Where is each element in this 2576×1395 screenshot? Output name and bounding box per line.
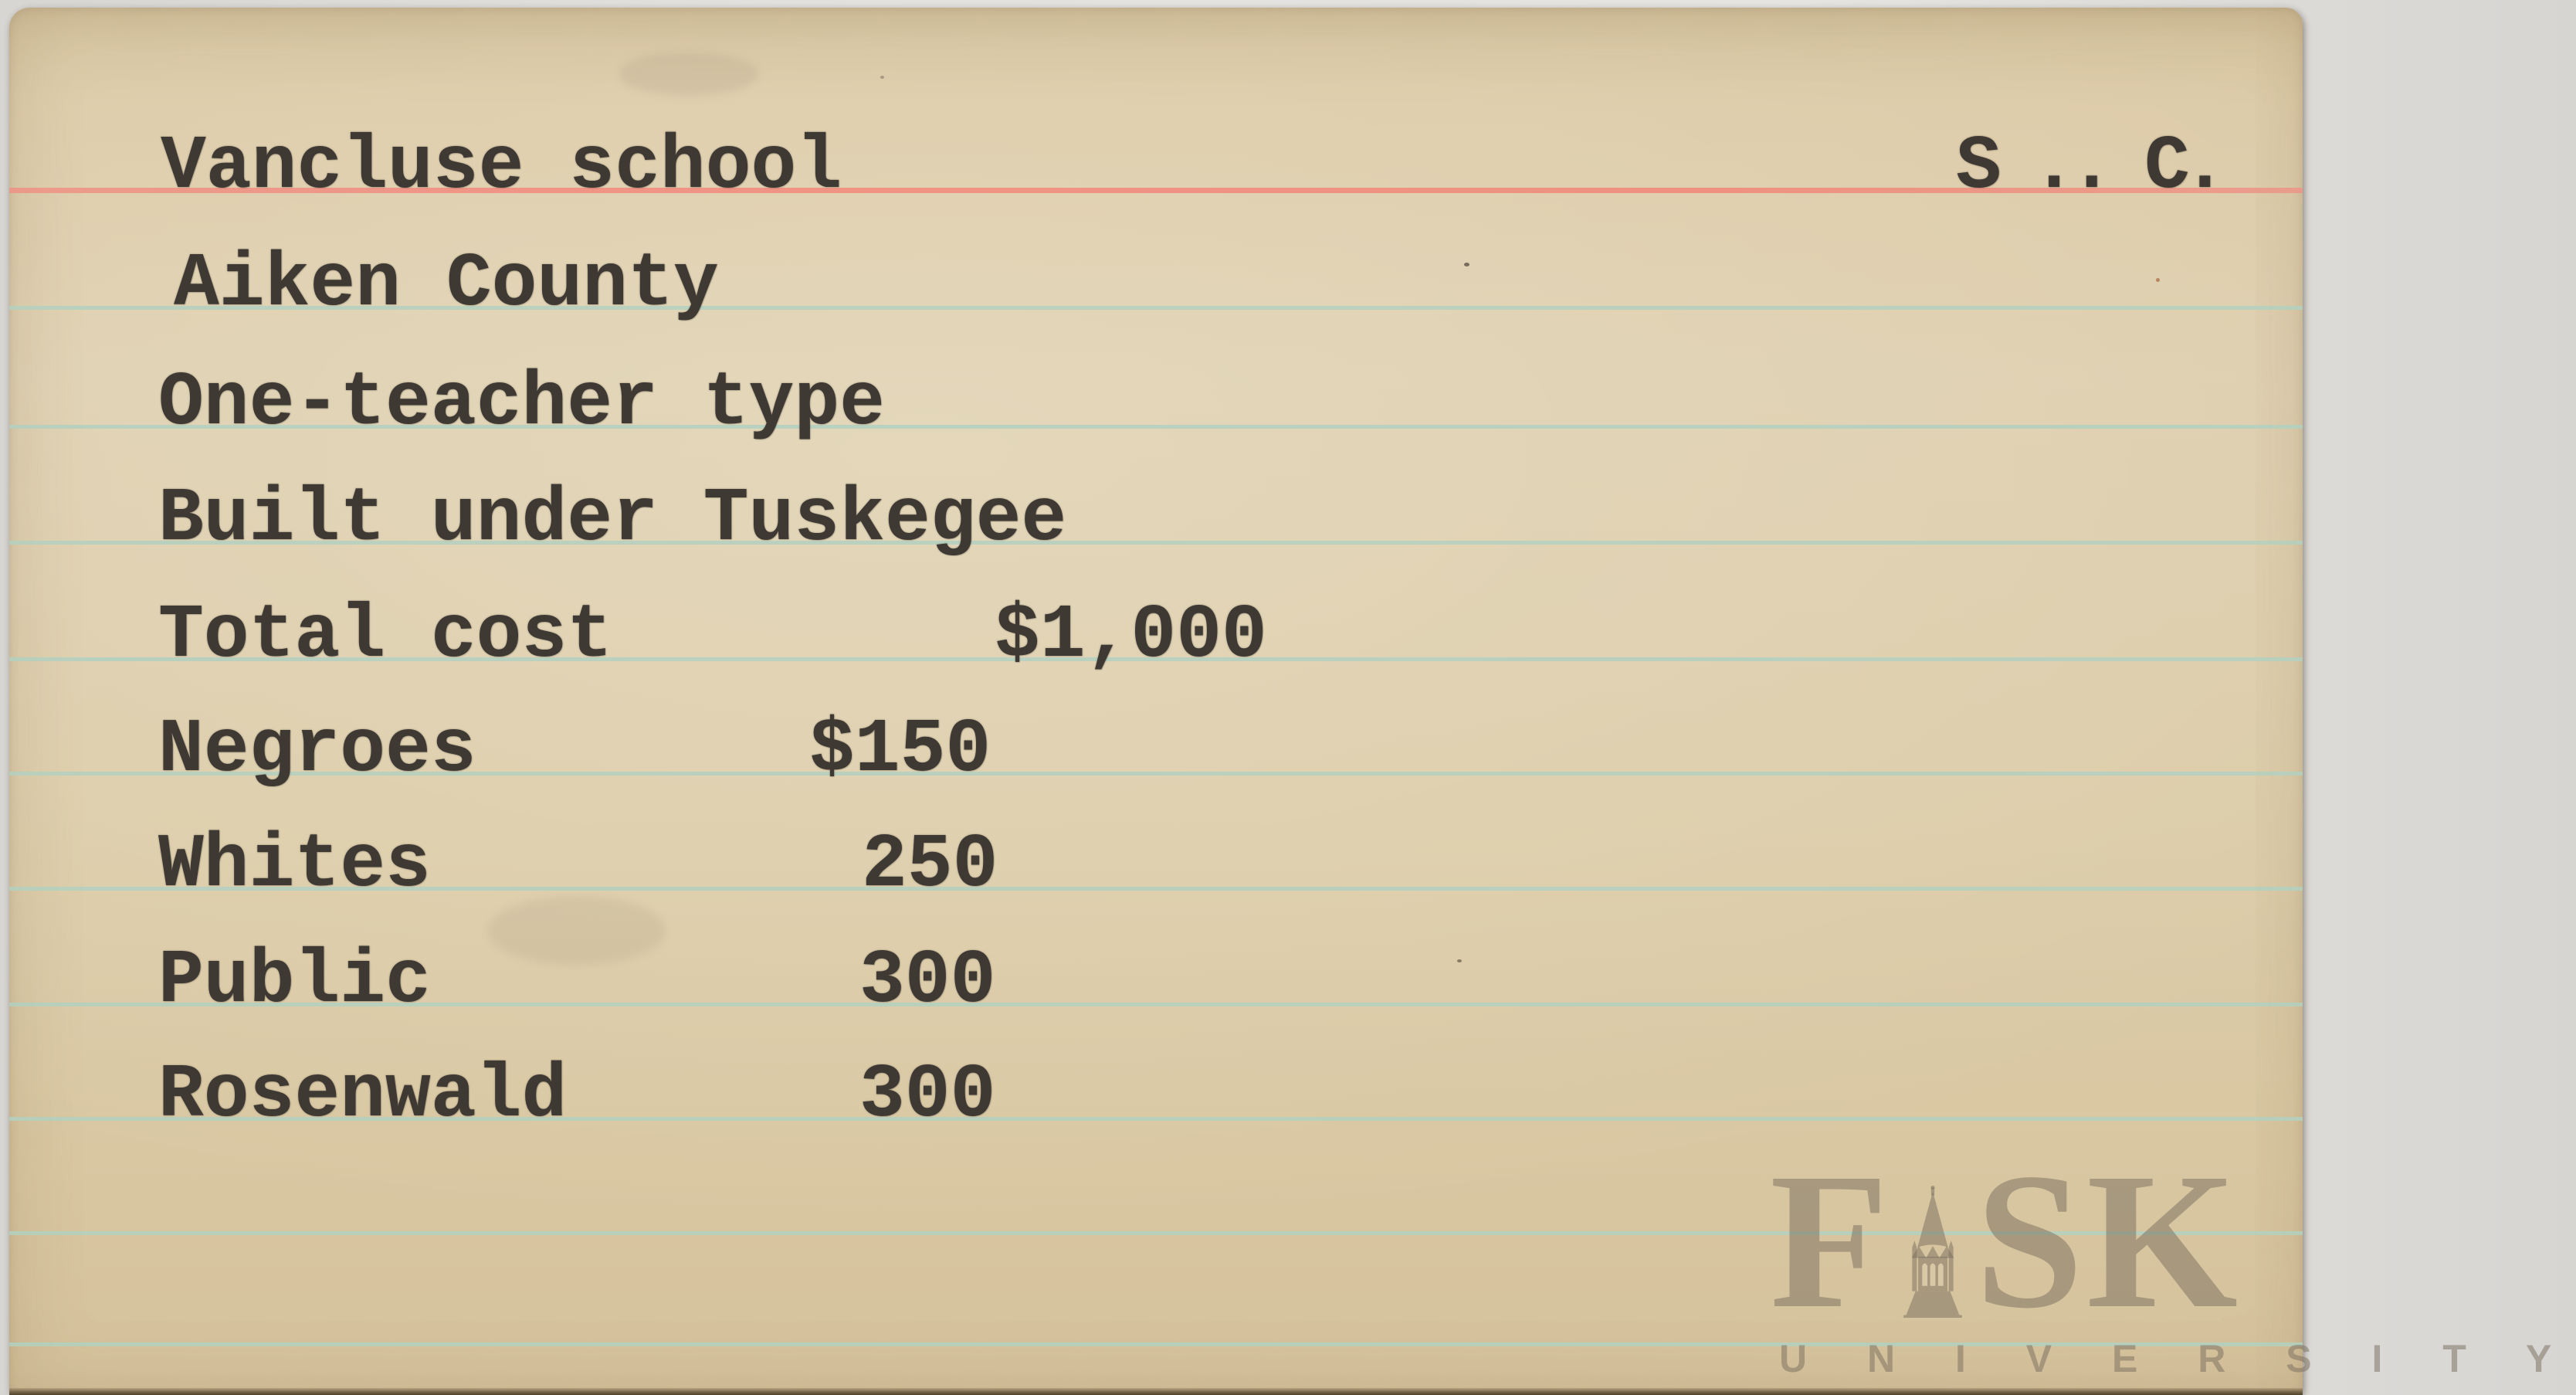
card-row [9,361,2303,462]
paper-speck [2156,278,2160,282]
wordmark-letters-sk: SK [1974,1132,2242,1349]
university-subtext: U N I V E R S I T Y [1779,1337,2576,1380]
paper-smudge [619,53,758,96]
header-row [9,124,2303,226]
card-row [9,823,2303,924]
field-label-rosenwald: Rosenwald [158,1053,568,1139]
wordmark-letter-f: F [1770,1132,1892,1349]
field-label-whites: Whites [158,823,431,908]
field-label-public: Public [158,938,431,1024]
index-card [9,8,2576,1395]
paper-speck [880,76,884,79]
field-value-whites: 250 [862,823,998,908]
built-under-note: Built under Tuskegee [158,477,1067,562]
paper-speck [1464,263,1469,266]
school-name: Vancluse school [161,124,842,210]
card-bottom-edge [9,1388,2303,1395]
card-row [9,1053,2303,1154]
card-row [9,242,2303,343]
state-abbreviation: S .. C. [1956,124,2220,210]
card-row [9,477,2303,578]
field-value-total-cost: $1,000 [995,593,1267,679]
card-row [9,938,2303,1040]
county-name: Aiken County [174,242,719,328]
fisk-university-watermark [1770,1132,2576,1390]
field-label-negroes: Negroes [158,708,476,793]
field-label-total-cost: Total cost [158,593,613,679]
field-value-rosenwald: 300 [859,1053,996,1139]
paper-speck [1457,959,1462,962]
field-value-negroes: $150 [809,708,991,793]
card-row [9,593,2303,694]
school-type: One-teacher type [158,361,885,446]
fisk-wordmark [1770,1132,2295,1349]
card-row [9,708,2303,809]
field-value-public: 300 [859,938,996,1024]
paper-smudge [488,896,666,966]
jubilee-hall-tower-icon [1900,1185,1966,1318]
